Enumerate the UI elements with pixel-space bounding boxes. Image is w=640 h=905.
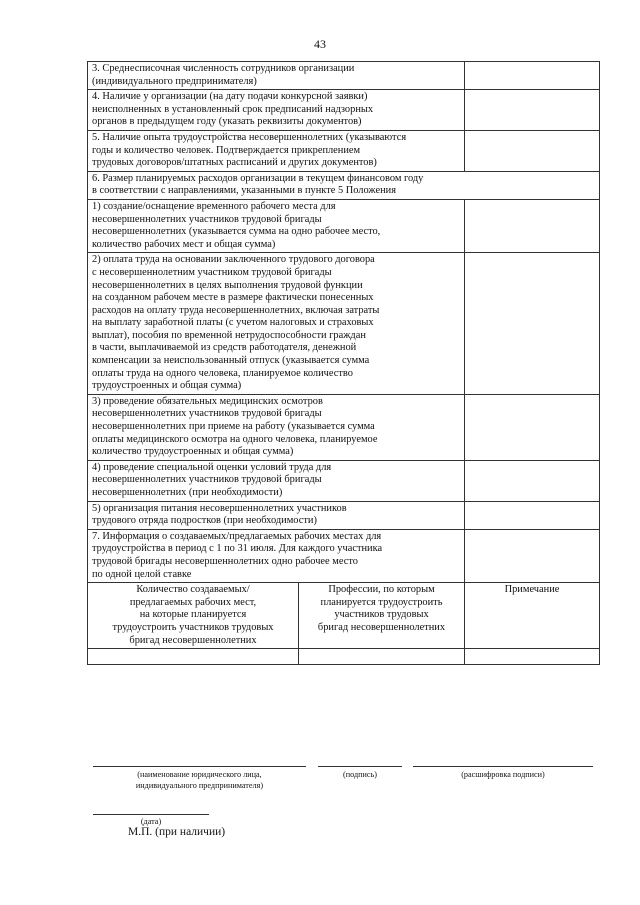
table-row-blank-entry — [88, 649, 600, 665]
table-row-section-7 — [88, 529, 600, 582]
entity-name-line[interactable] — [93, 766, 306, 767]
table-row-item-6-2 — [88, 253, 600, 395]
value-cell-section-7[interactable] — [465, 529, 600, 582]
table-row-experience — [88, 130, 600, 171]
value-cell-item-6-1[interactable] — [465, 199, 600, 252]
entry-cell-note[interactable] — [465, 649, 600, 665]
entry-cell-count[interactable] — [88, 649, 299, 665]
row-label-violations: 4. Наличие у организации (на дату подачи конкурсной заявки) неисполненных в установленный срок предписаний надзорных органов в предыдущем году (указать реквизиты документов) — [88, 90, 465, 131]
table-row-item-6-4 — [88, 460, 600, 501]
seal-placeholder: М.П. (при наличии) — [128, 826, 226, 838]
row-label-item-6-1: 1) создание/оснащение временного рабочего места для несовершеннолетних участников трудовой бригады несовершеннолетних (указывается сумма на одно рабочее место, количество рабочих мест и общая сумма) — [88, 199, 465, 252]
table-row-staff-count — [88, 62, 600, 90]
table-row-section-6 — [88, 171, 600, 199]
signature-decode-caption: (расшифровка подписи) — [461, 770, 545, 779]
table-row-violations — [88, 90, 600, 131]
row-label-item-6-4: 4) проведение специальной оценки условий труда для несовершеннолетних участников трудовой бригады несовершеннолетних (при необходимости) — [88, 460, 465, 501]
table-row-item-6-5 — [88, 501, 600, 529]
value-cell-staff-count[interactable] — [465, 62, 600, 90]
row-label-item-6-3: 3) проведение обязательных медицинских осмотров несовершеннолетних участников трудовой бригады несовершеннолетних при приеме на работу (указывается сумма оплаты медицинского осмотра на одного человека, планируемое количество трудоустроенных и общая сумма) — [88, 394, 465, 460]
row-label-item-6-5: 5) организация питания несовершеннолетних участников трудового отряда подростков (при необходимости) — [88, 501, 465, 529]
signature-caption: (подпись) — [343, 770, 377, 779]
value-cell-experience[interactable] — [465, 130, 600, 171]
value-cell-item-6-2[interactable] — [465, 253, 600, 395]
signature-line[interactable] — [318, 766, 402, 767]
section-6-heading: 6. Размер планируемых расходов организации в текущем финансовом году в соответствии с направлениями, указанными в пункте 5 Положения — [88, 171, 600, 199]
column-header-note: Примечание — [465, 583, 600, 649]
date-line[interactable] — [93, 814, 209, 815]
value-cell-item-6-4[interactable] — [465, 460, 600, 501]
table-row-item-6-3 — [88, 394, 600, 460]
section-7-heading: 7. Информация о создаваемых/предлагаемых рабочих местах для трудоустройства в период с 1 по 31 июля. Для каждого участника трудовой бригады несовершеннолетних одно рабочее место по одной целой ставке — [88, 529, 465, 582]
entity-name-caption: (наименование юридического лица, индивидуального предпринимателя) — [135, 770, 264, 790]
row-label-experience: 5. Наличие опыта трудоустройства несовершеннолетних (указываются годы и количество человек. Подтверждается прикреплением трудовых договоров/штатных расписаний и других документов) — [88, 130, 465, 171]
value-cell-item-6-3[interactable] — [465, 394, 600, 460]
row-label-staff-count: 3. Среднесписочная численность сотрудников организации (индивидуального предпринимателя) — [88, 62, 465, 90]
row-label-item-6-2: 2) оплата труда на основании заключенного трудового договора с несовершеннолетним участником трудовой бригады несовершеннолетних в целях выполнения трудовой функции на созданном рабочем месте в размере фактически понесенных расходов на оплату труда несовершеннолетних, включая затраты на выплату заработной платы (с учетом налоговых и страховых выплат), пособия по временной нетрудоспособности граждан в части, выплачиваемой из средств работодателя, денежной компенсации за неиспользованный отпуск (указывается сумма оплаты труда на одного человека, планируемое количество трудоустроенных и общая сумма) — [88, 253, 465, 395]
table-row-column-headers — [88, 583, 600, 649]
date-caption: (дата) — [140, 817, 162, 826]
value-cell-item-6-5[interactable] — [465, 501, 600, 529]
entry-cell-professions[interactable] — [299, 649, 465, 665]
signature-decode-line[interactable] — [413, 766, 593, 767]
application-form-table — [87, 61, 600, 665]
table-row-item-6-1 — [88, 199, 600, 252]
column-header-count: Количество создаваемых/ предлагаемых рабочих мест, на которые планируется трудоустроить участников трудовых бригад несовершеннолетних — [88, 583, 299, 649]
value-cell-violations[interactable] — [465, 90, 600, 131]
page-number: 43 — [314, 37, 326, 51]
column-header-professions: Профессии, по которым планируется трудоустроить участников трудовых бригад несовершеннолетних — [299, 583, 465, 649]
